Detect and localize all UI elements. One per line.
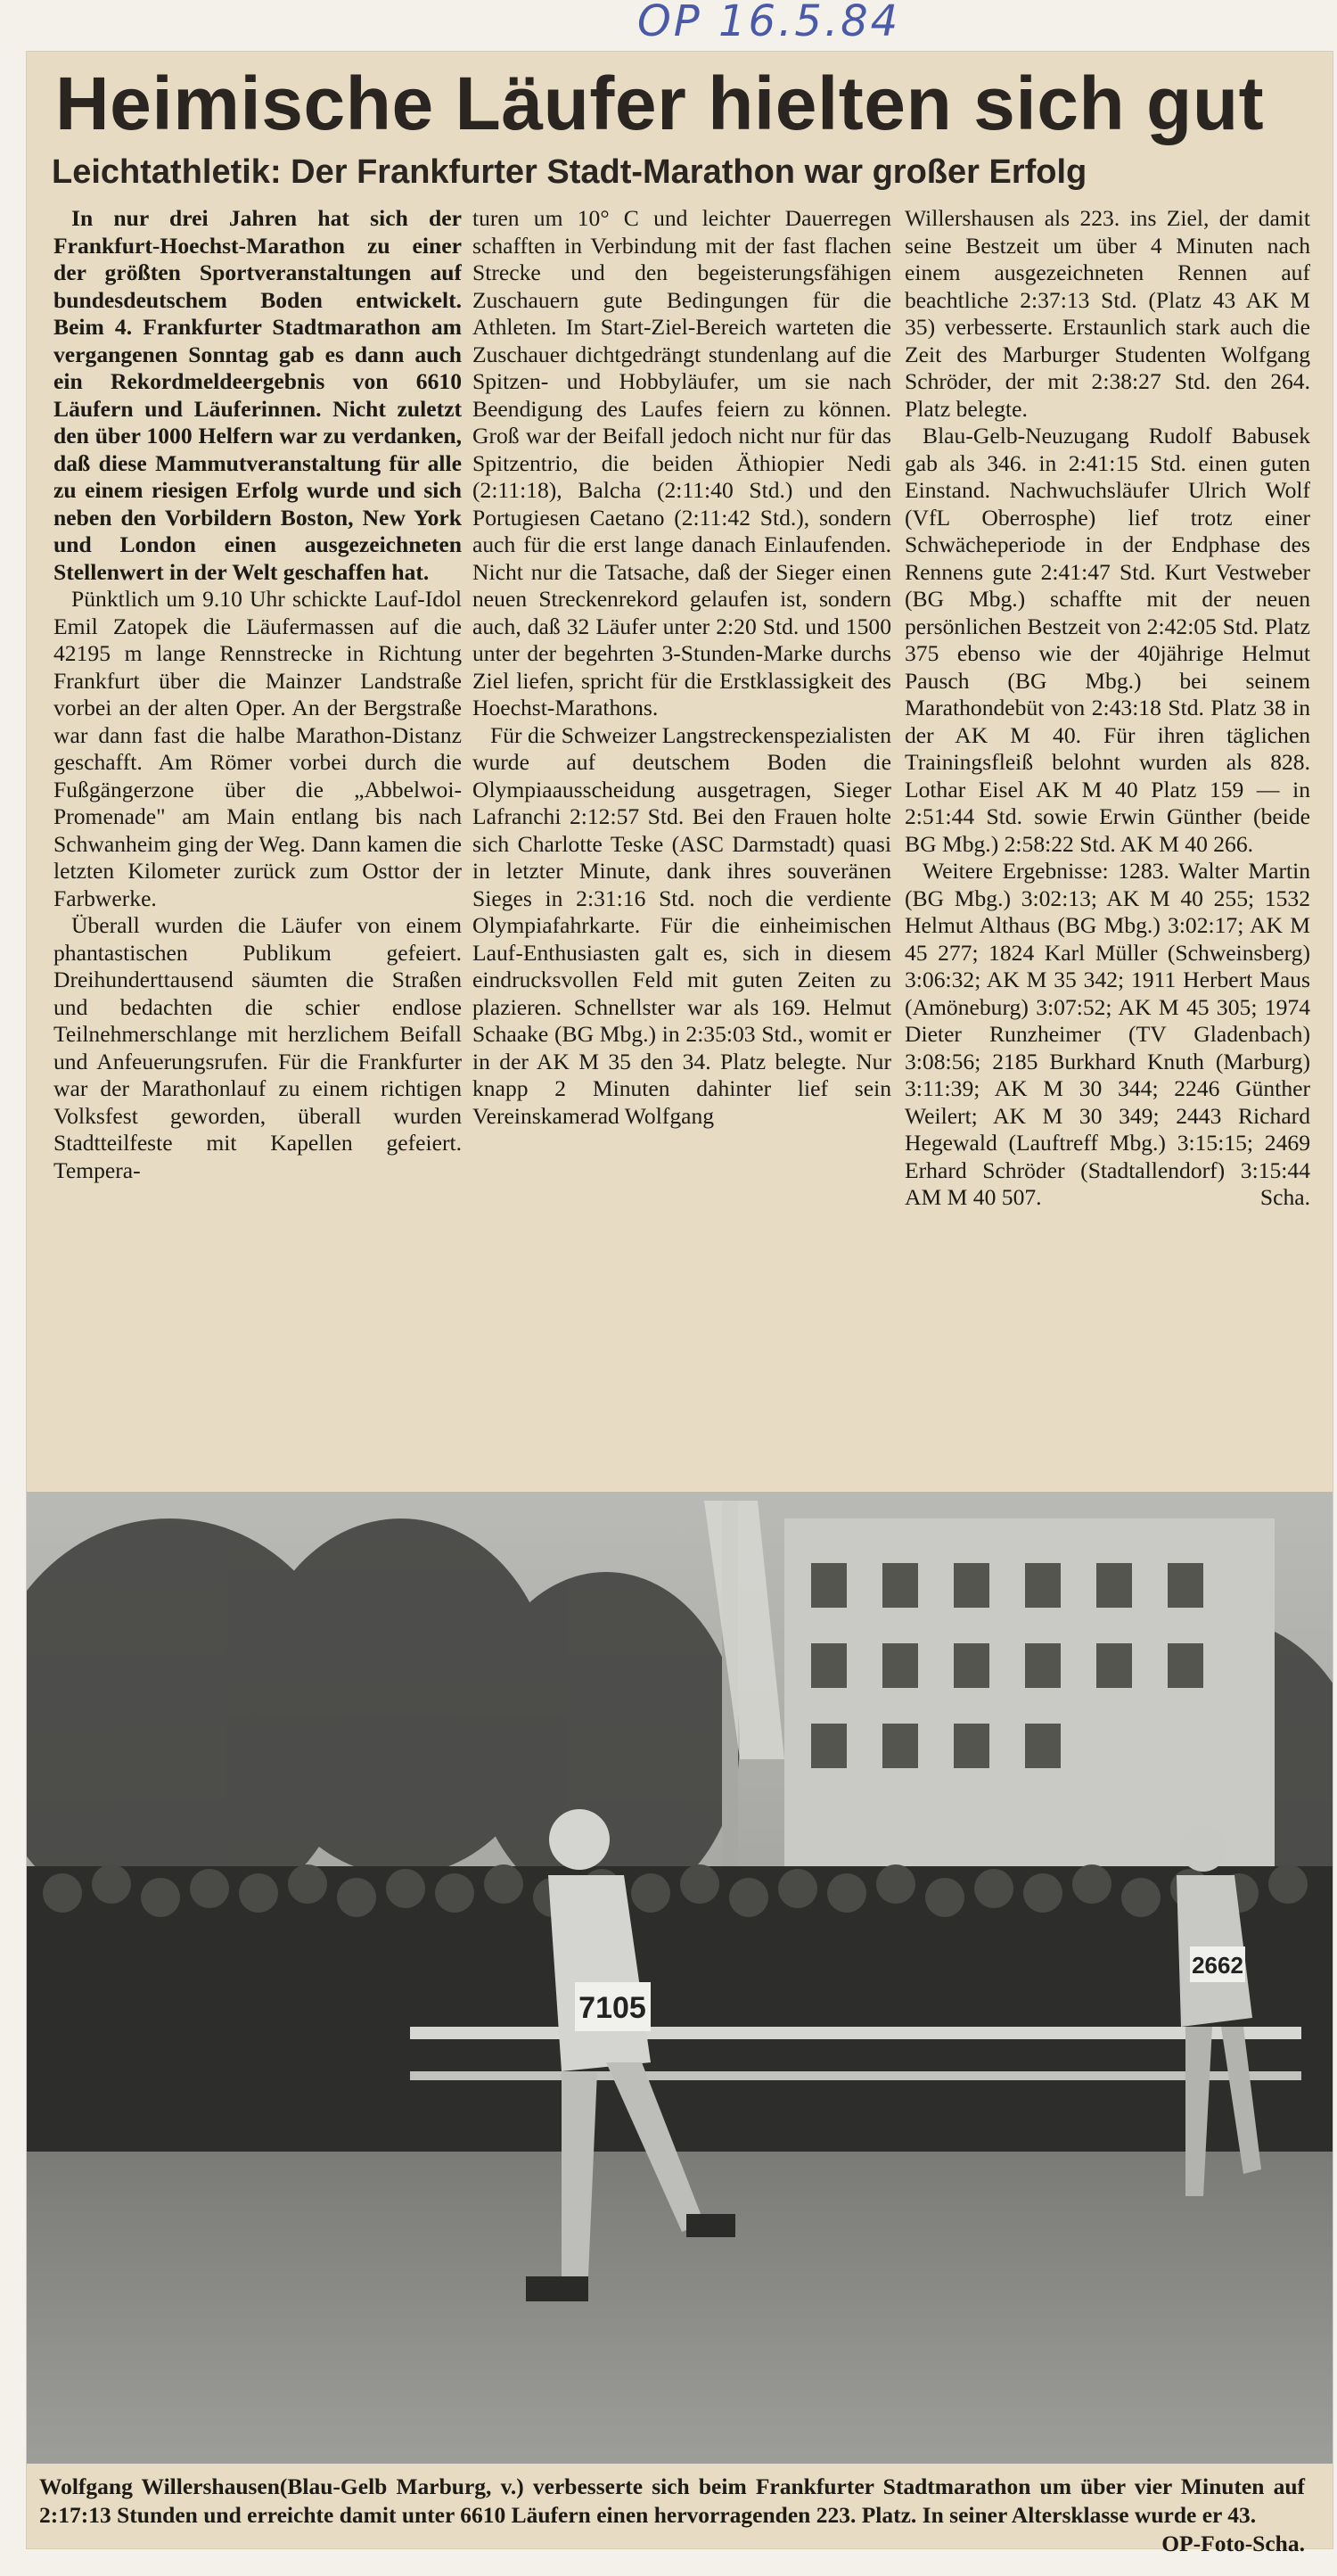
runner-bib-7105: 7105 (578, 1991, 646, 2025)
article-column-3 (905, 205, 1310, 1453)
article-column-1 (53, 205, 462, 1453)
article-column-2 (472, 205, 891, 1453)
photo-caption (39, 2473, 1305, 2558)
paragraph: turen um 10° C und leichter Dauerregen schafften in Verbindung mit der fast flachen Strecke und den begeisterungsfähigen Zuschauern gute Bedingungen für die Athleten. Im Start-Ziel-Bereich warteten die Zuschauer dichtgedrängt stundenlang auf die Spitzen- und Hobbyläufer, um sie nach Beendigung des Laufes feiern zu können. Groß war der Beifall jedoch nicht nur für das Spitzentrio, die beiden Äthiopier Nedi (2:11:18), Balcha (2:11:40 Std.) und den Portugiesen Caetano (2:11:42 Std.), sondern auch für die erst lange danach Einlaufenden. Nicht nur die Tatsache, daß der Sieger einen neuen Streckenrekord gelaufen ist, sondern auch, daß 32 Läufer unter 2:20 Std. und 1500 unter der begehrten 3-Stunden-Marke durchs Ziel liefen, spricht für die Erstklassigkeit des Hoechst-Marathons. (472, 205, 891, 720)
subheadline: Leichtathletik: Der Frankfurter Stadt-Marathon war großer Erfolg (52, 153, 1087, 191)
author-signature: Scha. (1259, 1184, 1310, 1210)
newspaper-clipping (27, 52, 1333, 2556)
paragraph (905, 858, 1310, 1212)
marathon-photo (27, 1492, 1333, 2464)
results-text: Weitere Ergebnisse: 1283. Walter Martin (BG Mbg.) 3:02:13; AK M 40 255; 1532 Helmut Althaus (BG Mbg.) 3:02:17; AK M 45 277; 1824 Karl Müller (Schweinsberg) 3:06:32; AK M 35 342; 1911 Herbert Maus (Amöneburg) 3:07:52; AK M 45 305; 1974 Dieter Runzheimer (TV Gladenbach) 3:08:56; 2185 Burkhard Knuth (Marburg) 3:11:39; AK M 30 344; 2246 Günther Weilert; AK M 30 349; 2443 Richard Hegewald (Lauftreff Mbg.) 3:15:15; 2469 Erhard Schröder (Stadtallendorf) 3:15:44 AM M 40 507. (905, 858, 1310, 1210)
paragraph: Blau-Gelb-Neuzugang Rudolf Babusek gab als 346. in 2:41:15 Std. einen guten Einstand. Nachwuchsläufer Ulrich Wolf (VfL Oberrosphe) lief trotz einer Schwächeperiode in der Endphase des Rennens gute 2:41:47 Std. Kurt Vestweber (BG Mbg.) schaffte mit der neuen persönlichen Bestzeit von 2:42:05 Std. Platz 375 ebenso wie der 40jährige Helmut Pausch (BG Mbg.) bei seinem Marathondebüt von 2:43:18 Std. Platz 38 in der AK M 40. Für ihren täglichen Trainingsfleiß belohnt wurden als 828. Lothar Eisel AK M 40 Platz 159 — in 2:51:44 Std. sowie Erwin Günther (beide BG Mbg.) 2:58:22 Std. AK M 40 266. (905, 423, 1310, 857)
photo-credit: OP-Foto-Scha. (1161, 2531, 1305, 2556)
paragraph: Für die Schweizer Langstreckenspezialisten wurde auf deutschem Boden die Olympiaausscheidung ausgetragen, Sieger Lafranchi 2:12:57 Std. Bei den Frauen holte sich Charlotte Teske (ASC Darmstadt) quasi in letzter Minute, dank ihres souveränen Sieges in 2:31:16 Std. noch die verdiente Olympiafahrkarte. Für die einheimischen Lauf-Enthusiasten galt es, sich in diesem eindrucksvollen Feld mit guten Zeiten zu plazieren. Schnellster war als 169. Helmut Schaake (BG Mbg.) in 2:35:03 Std., womit er in der AK M 35 den 34. Platz belegte. Nur knapp 2 Minuten dahinter lief sein Vereinskamerad Wolfgang (472, 721, 891, 1129)
paragraph: Willershausen als 223. ins Ziel, der damit seine Bestzeit um über 4 Minuten nach einem ausgezeichneten Rennen auf beachtliche 2:37:13 Std. (Platz 43 AK M 35) verbesserte. Erstaunlich stark auch die Zeit des Marburger Studenten Wolfgang Schröder, der mit 2:38:27 Std. den 264. Platz belegte. (905, 205, 1310, 422)
headline: Heimische Läufer hielten sich gut (55, 62, 1265, 145)
photo-illustration (27, 1492, 1333, 2464)
lead-paragraph: In nur drei Jahren hat sich der Frankfurt-Hoechst-Marathon zu einer der größten Sportveranstaltungen auf bundesdeutschem Boden entwickelt. Beim 4. Frankfurter Stadtmarathon am vergangenen Sonntag gab es dann auch ein Rekordmeldeergebnis von 6610 Läufern und Läuferinnen. Nicht zuletzt den über 1000 Helfern war zu verdanken, daß diese Mammutveranstaltung für alle zu einem riesigen Erfolg wurde und sich neben den Vorbildern Boston, New York und London einen ausgezeichneten Stellenwert in der Welt geschaffen hat. (53, 205, 462, 585)
paragraph: Überall wurden die Läufer von einem phantastischen Publikum gefeiert. Dreihunderttausend säumten die Straßen und bedachten die schier endlose Teilnehmerschlange mit herzlichem Beifall und Anfeuerungsrufen. Für die Frankfurter war der Marathonlauf zu einem richtigen Volksfest geworden, überall wurden Stadtteilfeste mit Kapellen gefeiert. Tempera- (53, 912, 462, 1183)
caption-text: Wolfgang Willershausen(Blau-Gelb Marburg, v.) verbesserte sich beim Frankfurter Stadtmarathon um über vier Minuten auf 2:17:13 Stunden und erreichte damit unter 6610 Läufern einen hervorragenden 223. Platz. In seiner Altersklasse wurde er 43. (39, 2473, 1305, 2528)
handwritten-date-note: OP 16.5.84 (637, 0, 901, 46)
runner-bib-2662: 2662 (1192, 1952, 1243, 1979)
paragraph: Pünktlich um 9.10 Uhr schickte Lauf-Idol Emil Zatopek die Läufermassen auf die 42195 m lange Rennstrecke in Richtung Frankfurt über die Mainzer Landstraße vorbei an der alten Oper. An der Bergstraße war dann fast die halbe Marathon-Distanz geschafft. Am Römer vorbei durch die Fußgängerzone über die „Abbelwoi-Promenade" am Main entlang bis nach Schwanheim ging der Weg. Dann kamen die letzten Kilometer zurück zum Osttor der Farbwerke. (53, 586, 462, 911)
